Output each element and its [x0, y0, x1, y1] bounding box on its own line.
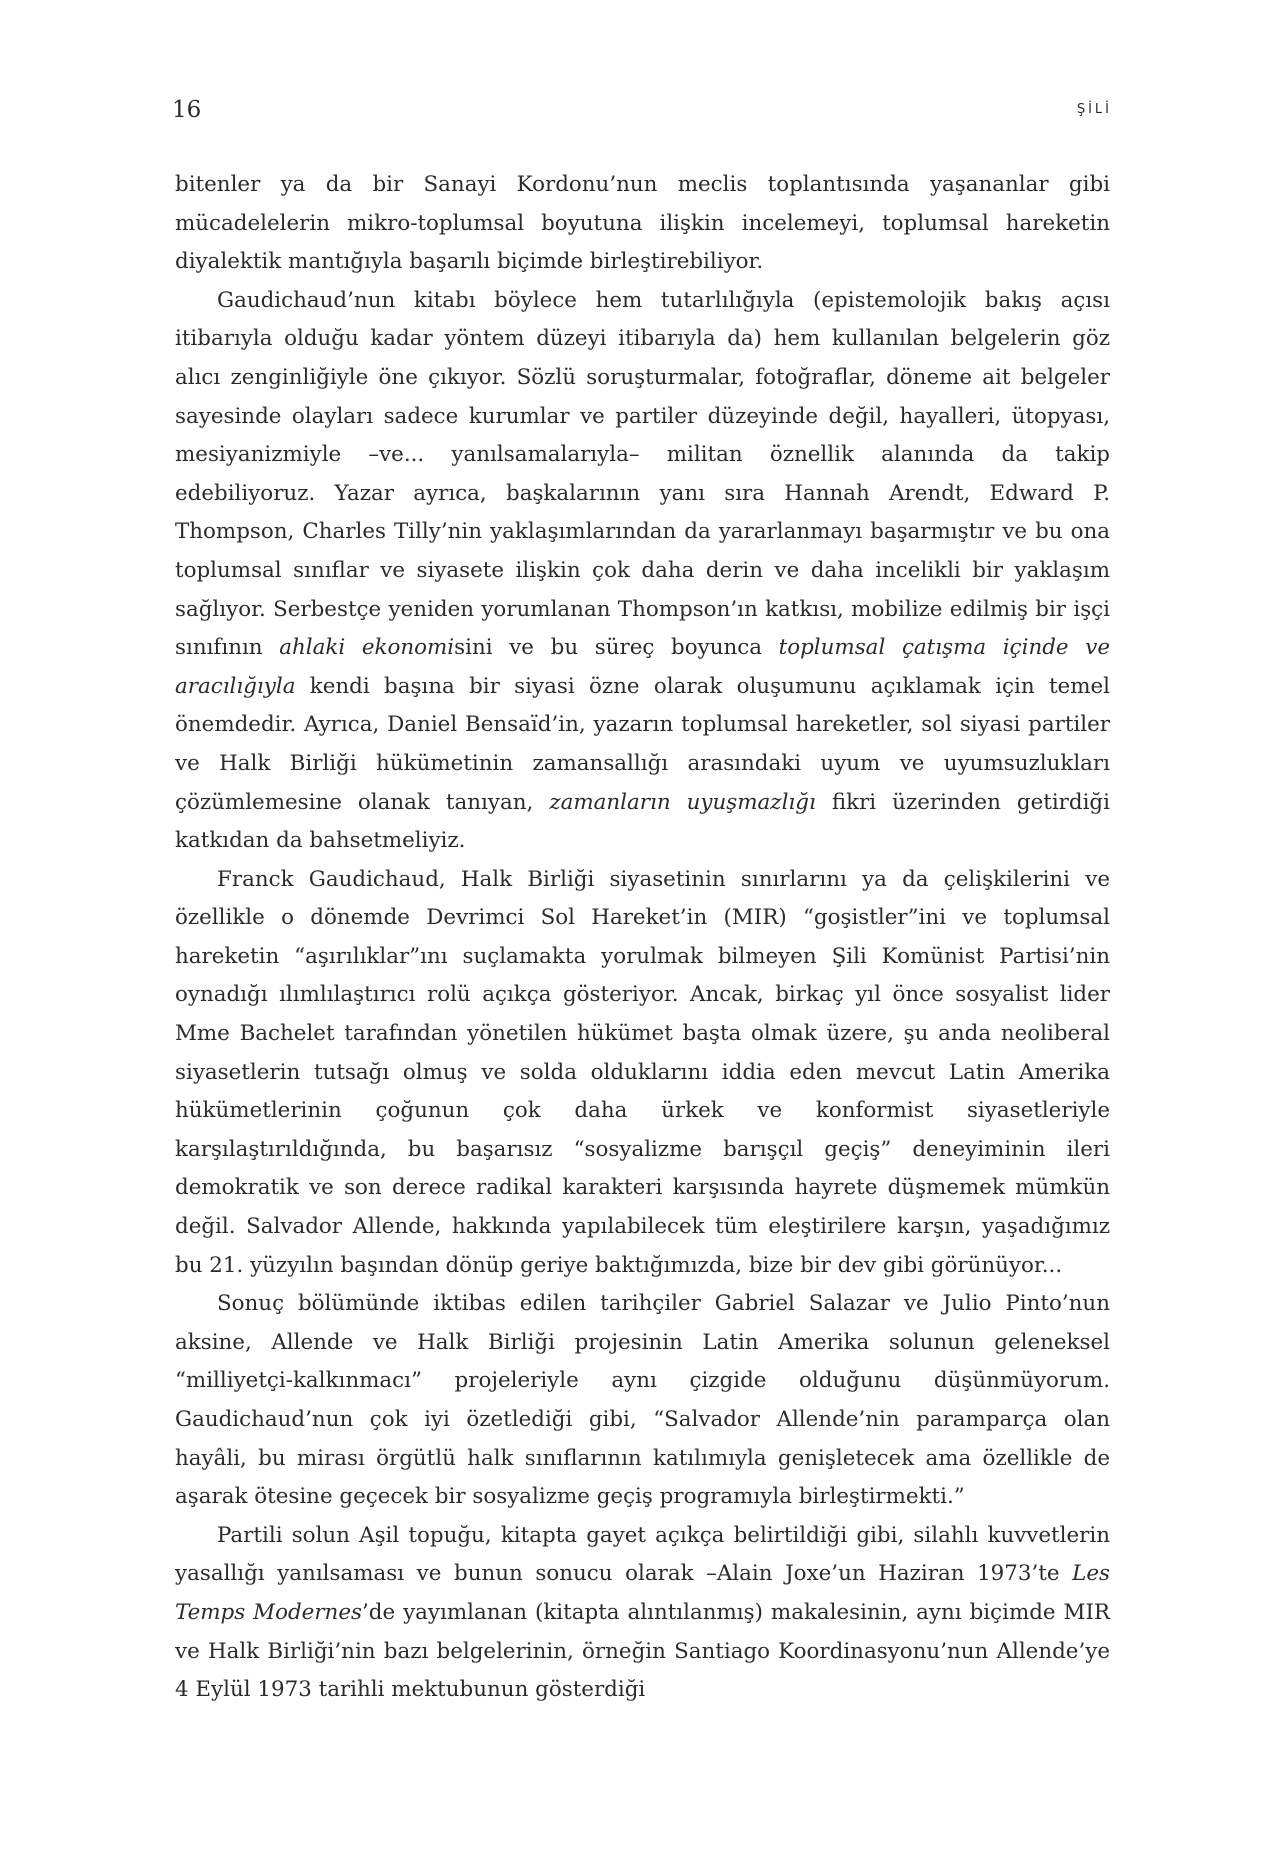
- italic-term: toplumsal çatışma içinde ve aracılığıyla: [175, 635, 1110, 699]
- text-span: Partili solun Aşil topuğu, kitapta gayet açıkça belirtildiği gibi, silahlı kuvvetlerin yasallığı yanılsaması ve bunun sonucu olarak –Alain Joxe’un Haziran 1973’te: [175, 1522, 1110, 1587]
- page-number: 16: [172, 97, 202, 123]
- running-head: ŞİLİ: [1076, 102, 1112, 117]
- text-span: fikri üzerinden getirdiği katkıdan da bahsetmeliyiz.: [175, 789, 1110, 854]
- text-span: Franck Gaudichaud, Halk Birliği siyasetinin sınırlarını ya da çelişkilerini ve özellikle o dönemde Devrimci Sol Hareket’in (MIR) “goşistler”ini ve toplumsal hareketin “aşırılıklar”ını suçlamakta yorulmak bilmeyen Şili Komünist Partisi’nin oynadığı ılımlılaştırıcı rolü açıkça gösteriyor. Ancak, birkaç yıl önce sosyalist lider Mme Bachelet tarafından yönetilen hükümet başta olmak üzere, şu anda neoliberal siyasetlerin tutsağı olmuş ve solda olduklarını iddia eden mevcut Latin Amerika hükümetlerinin çoğunun çok daha ürkek ve konformist siyasetleriyle karşılaştırıldığında, bu başarısız “sosyalizme barışçıl geçiş” deneyiminin ileri demokratik ve son derece radikal karakteri karşısında hayrete düşmemek mümkün değil. Salvador Allende, hakkında yapılabilecek tüm eleştirilere karşın, yaşadığımız bu 21. yüzyılın başından dönüp geriye baktığımızda, bize bir dev gibi görünüyor...: [175, 866, 1110, 1278]
- text-span: ’de yayımlanan (kitapta alıntılanmış) makalesinin, aynı biçimde MIR ve Halk Birliği’nin bazı belgelerinin, örneğin Santiago Koordinasyonu’nun Allende’ye 4 Eylül 1973 tarihli mektubunun gösterdiği: [175, 1599, 1110, 1703]
- paragraph-3: [175, 861, 1110, 1286]
- text-span: sini ve bu süreç boyunca: [454, 635, 779, 661]
- paragraph-4: [175, 1285, 1110, 1517]
- italic-term: zamanların uyuşmazlığı: [549, 789, 816, 815]
- text-span: Gaudichaud’nun kitabı böylece hem tutarlılığıyla (epistemolojik bakış açısı itibarıyla olduğu kadar yöntem düzeyi itibarıyla da) hem kullanılan belgelerin göz alıcı zenginliğiyle öne çıkıyor. Sözlü soruşturmalar, fotoğraflar, döneme ait belgeler sayesinde olayları sadece kurumlar ve partiler düzeyinde değil, hayalleri, ütopyası, mesiyanizmiyle –ve... yanılsamalarıyla– militan öznellik alanında da takip edebiliyoruz. Yazar ayrıca, başkalarının yanı sıra Hannah Arendt, Edward P. Thompson, Charles Tilly’nin yaklaşımlarından da yararlanmayı başarmıştır ve bu ona toplumsal sınıflar ve siyasete ilişkin çok daha derin ve daha incelikli bir yaklaşım sağlıyor. Serbestçe yeniden yorumlanan Thompson’ın katkısı, mobilize edilmiş bir işçi sınıfının: [175, 287, 1110, 661]
- italic-term: ahlaki ekonomi: [279, 635, 455, 661]
- text-span: Sonuç bölümünde iktibas edilen tarihçiler Gabriel Salazar ve Julio Pinto’nun aksine, Allende ve Halk Birliği projesinin Latin Amerika solunun geleneksel “milliyetçi-kalkınmacı” projeleriyle aynı çizgide olduğunu düşünmüyorum. Gaudichaud’nun çok iyi özetlediği gibi, “Salvador Allende’nin paramparça olan hayâli, bu mirası örgütlü halk sınıflarının katılımıyla genişletecek ama özellikle de aşarak ötesine geçecek bir sosyalizme geçiş programıyla birleştirmekti.”: [175, 1291, 1110, 1510]
- text-span: bitenler ya da bir Sanayi Kordonu’nun meclis toplantısında yaşananlar gibi mücadelelerin mikro-toplumsal boyutuna ilişkin incelemeyi, toplumsal hareketin diyalektik mantığıyla başarılı biçimde birleştirebiliyor.: [175, 172, 1110, 275]
- italic-title: Les Temps Modernes: [175, 1561, 1110, 1625]
- paragraph-1: [175, 166, 1110, 282]
- paragraph-2: [175, 282, 1110, 861]
- paragraph-5: [175, 1517, 1110, 1710]
- text-span: kendi başına bir siyasi özne olarak oluşumunu açıklamak için temel önemdedir. Ayrıca, Daniel Bensaïd’in, yazarın toplumsal hareketler, sol siyasi partiler ve Halk Birliği hükümetinin zamansallığı arasındaki uyum ve uyumsuzlukları çözümlemesine olanak tanıyan,: [175, 673, 1110, 815]
- body-text: [175, 166, 1110, 1710]
